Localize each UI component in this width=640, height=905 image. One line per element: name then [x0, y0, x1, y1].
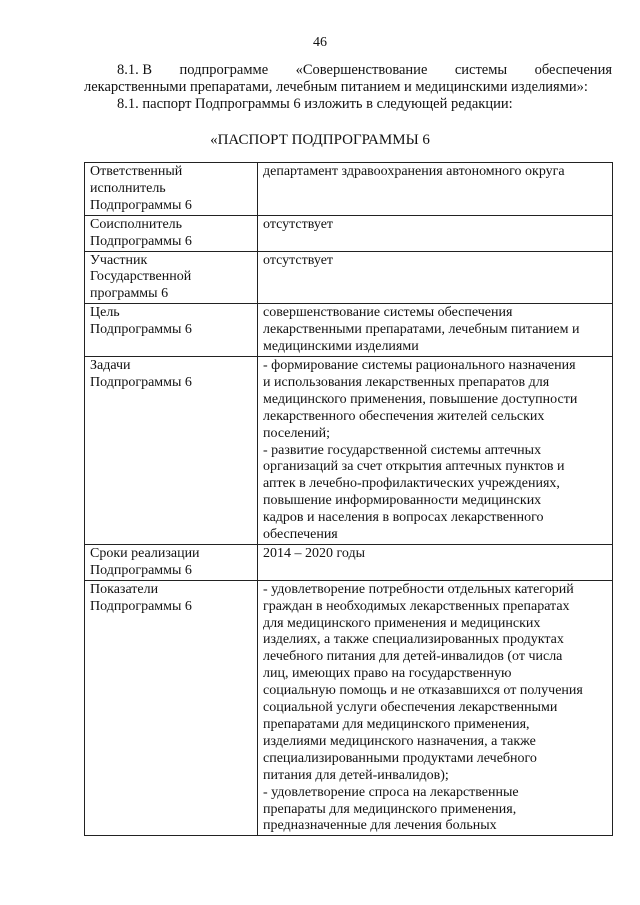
- row-value-line: отсутствует: [263, 252, 334, 268]
- row-value: [258, 215, 613, 251]
- row-label-line: программы 6: [90, 286, 169, 302]
- passport-heading: «ПАСПОРТ ПОДПРОГРАММЫ 6: [210, 132, 430, 148]
- row-value-line: лиц, имеющих право на государственную: [263, 666, 512, 682]
- row-label: [85, 356, 258, 544]
- row-value-line: поселений;: [263, 425, 331, 441]
- table-row: [85, 544, 613, 580]
- row-value-line: медицинского применения, повышение доступности: [263, 391, 578, 407]
- row-value-line: социальную помощь и не отказавшихся от получения: [263, 683, 583, 699]
- row-value-line: организаций за счет открытия аптечных пунктов и: [263, 459, 565, 475]
- intro-word: системы: [454, 62, 508, 78]
- row-label-line: Подпрограммы 6: [90, 598, 192, 614]
- row-value-line: повышение информированности медицинских: [263, 493, 542, 509]
- row-value-line: граждан в необходимых лекарственных препаратах: [263, 598, 570, 614]
- row-value-line: - удовлетворение потребности отдельных категорий: [263, 581, 574, 597]
- row-label: [85, 580, 258, 836]
- row-label: [85, 304, 258, 357]
- row-label-line: Цель: [90, 305, 120, 321]
- row-label-line: Подпрограммы 6: [90, 197, 192, 213]
- page-number: 46: [313, 35, 327, 50]
- row-value-line: препараты для медицинского применения,: [263, 801, 517, 817]
- row-label-line: Показатели: [90, 581, 159, 597]
- row-value: [258, 544, 613, 580]
- row-value-line: совершенствование системы обеспечения: [263, 305, 513, 321]
- passport-table: [84, 162, 613, 836]
- row-value-line: кадров и населения в вопросах лекарственного: [263, 510, 544, 526]
- row-label-line: Подпрограммы 6: [90, 233, 192, 249]
- row-value-line: специализированными продуктами лечебного: [263, 750, 537, 766]
- intro-word: «Совершенствование: [295, 62, 428, 78]
- row-label: [85, 251, 258, 304]
- table-row: [85, 251, 613, 304]
- row-value-line: департамент здравоохранения автономного округа: [263, 164, 565, 179]
- row-value-line: для медицинского применения и медицинских: [263, 615, 541, 631]
- row-value-line: медицинскими изделиями: [263, 339, 419, 355]
- row-value: [258, 251, 613, 304]
- row-value-line: лекарственного обеспечения жителей сельских: [263, 408, 545, 424]
- row-label-line: Ответственный: [90, 164, 183, 179]
- row-value: [258, 304, 613, 357]
- table-row: [85, 304, 613, 357]
- row-value-line: - формирование системы рационального назначения: [263, 357, 576, 373]
- row-value-line: аптек в лечебно-профилактических учреждениях,: [263, 476, 560, 492]
- intro-paragraph: [84, 62, 612, 113]
- row-label-line: Сроки реализации: [90, 545, 200, 561]
- row-value-line: и использования лекарственных препаратов для: [263, 374, 550, 390]
- row-label: [85, 215, 258, 251]
- row-label-line: Подпрограммы 6: [90, 374, 192, 390]
- row-value-line: отсутствует: [263, 216, 334, 232]
- row-value: [258, 163, 613, 216]
- intro-line-2: лекарственными препаратами, лечебным питанием и медицинскими изделиями»:: [84, 79, 588, 95]
- row-label-line: исполнитель: [90, 180, 166, 196]
- row-label: [85, 544, 258, 580]
- intro-word: 8.1. В: [117, 62, 153, 78]
- intro-word: обеспечения: [534, 62, 612, 78]
- row-label-line: Подпрограммы 6: [90, 562, 192, 578]
- row-value-line: - удовлетворение спроса на лекарственные: [263, 784, 519, 800]
- row-value-line: изделиях, а также специализированных продуктах: [263, 632, 564, 648]
- intro-line-1: [84, 62, 612, 79]
- table-row: [85, 580, 613, 836]
- row-value: [258, 580, 613, 836]
- row-label-line: Задачи: [90, 357, 131, 373]
- table-row: [85, 163, 613, 216]
- row-label-line: Подпрограммы 6: [90, 322, 192, 338]
- row-value-line: лечебного питания для детей-инвалидов (от числа: [263, 649, 563, 665]
- row-value: [258, 356, 613, 544]
- row-value-line: социальной услуги обеспечения лекарственными: [263, 700, 558, 716]
- intro-word: подпрограмме: [179, 62, 269, 78]
- row-value-line: изделиями медицинского назначения, а также: [263, 733, 536, 749]
- table-row: [85, 215, 613, 251]
- row-label-line: Участник: [90, 252, 148, 268]
- row-value-line: питания для детей-инвалидов);: [263, 767, 449, 783]
- row-label-line: Соисполнитель: [90, 216, 183, 232]
- row-value-line: - развитие государственной системы аптечных: [263, 442, 542, 458]
- row-value-line: лекарственными препаратами, лечебным питанием и: [263, 322, 580, 338]
- table-row: [85, 356, 613, 544]
- intro-line-3: 8.1. паспорт Подпрограммы 6 изложить в следующей редакции:: [117, 96, 513, 112]
- row-label-line: Государственной: [90, 269, 192, 285]
- row-value-line: 2014 – 2020 годы: [263, 545, 366, 561]
- row-value-line: обеспечения: [263, 527, 338, 543]
- row-value-line: предназначенные для лечения больных: [263, 818, 497, 834]
- row-value-line: препаратами для медицинского применения,: [263, 717, 530, 732]
- row-label: [85, 163, 258, 216]
